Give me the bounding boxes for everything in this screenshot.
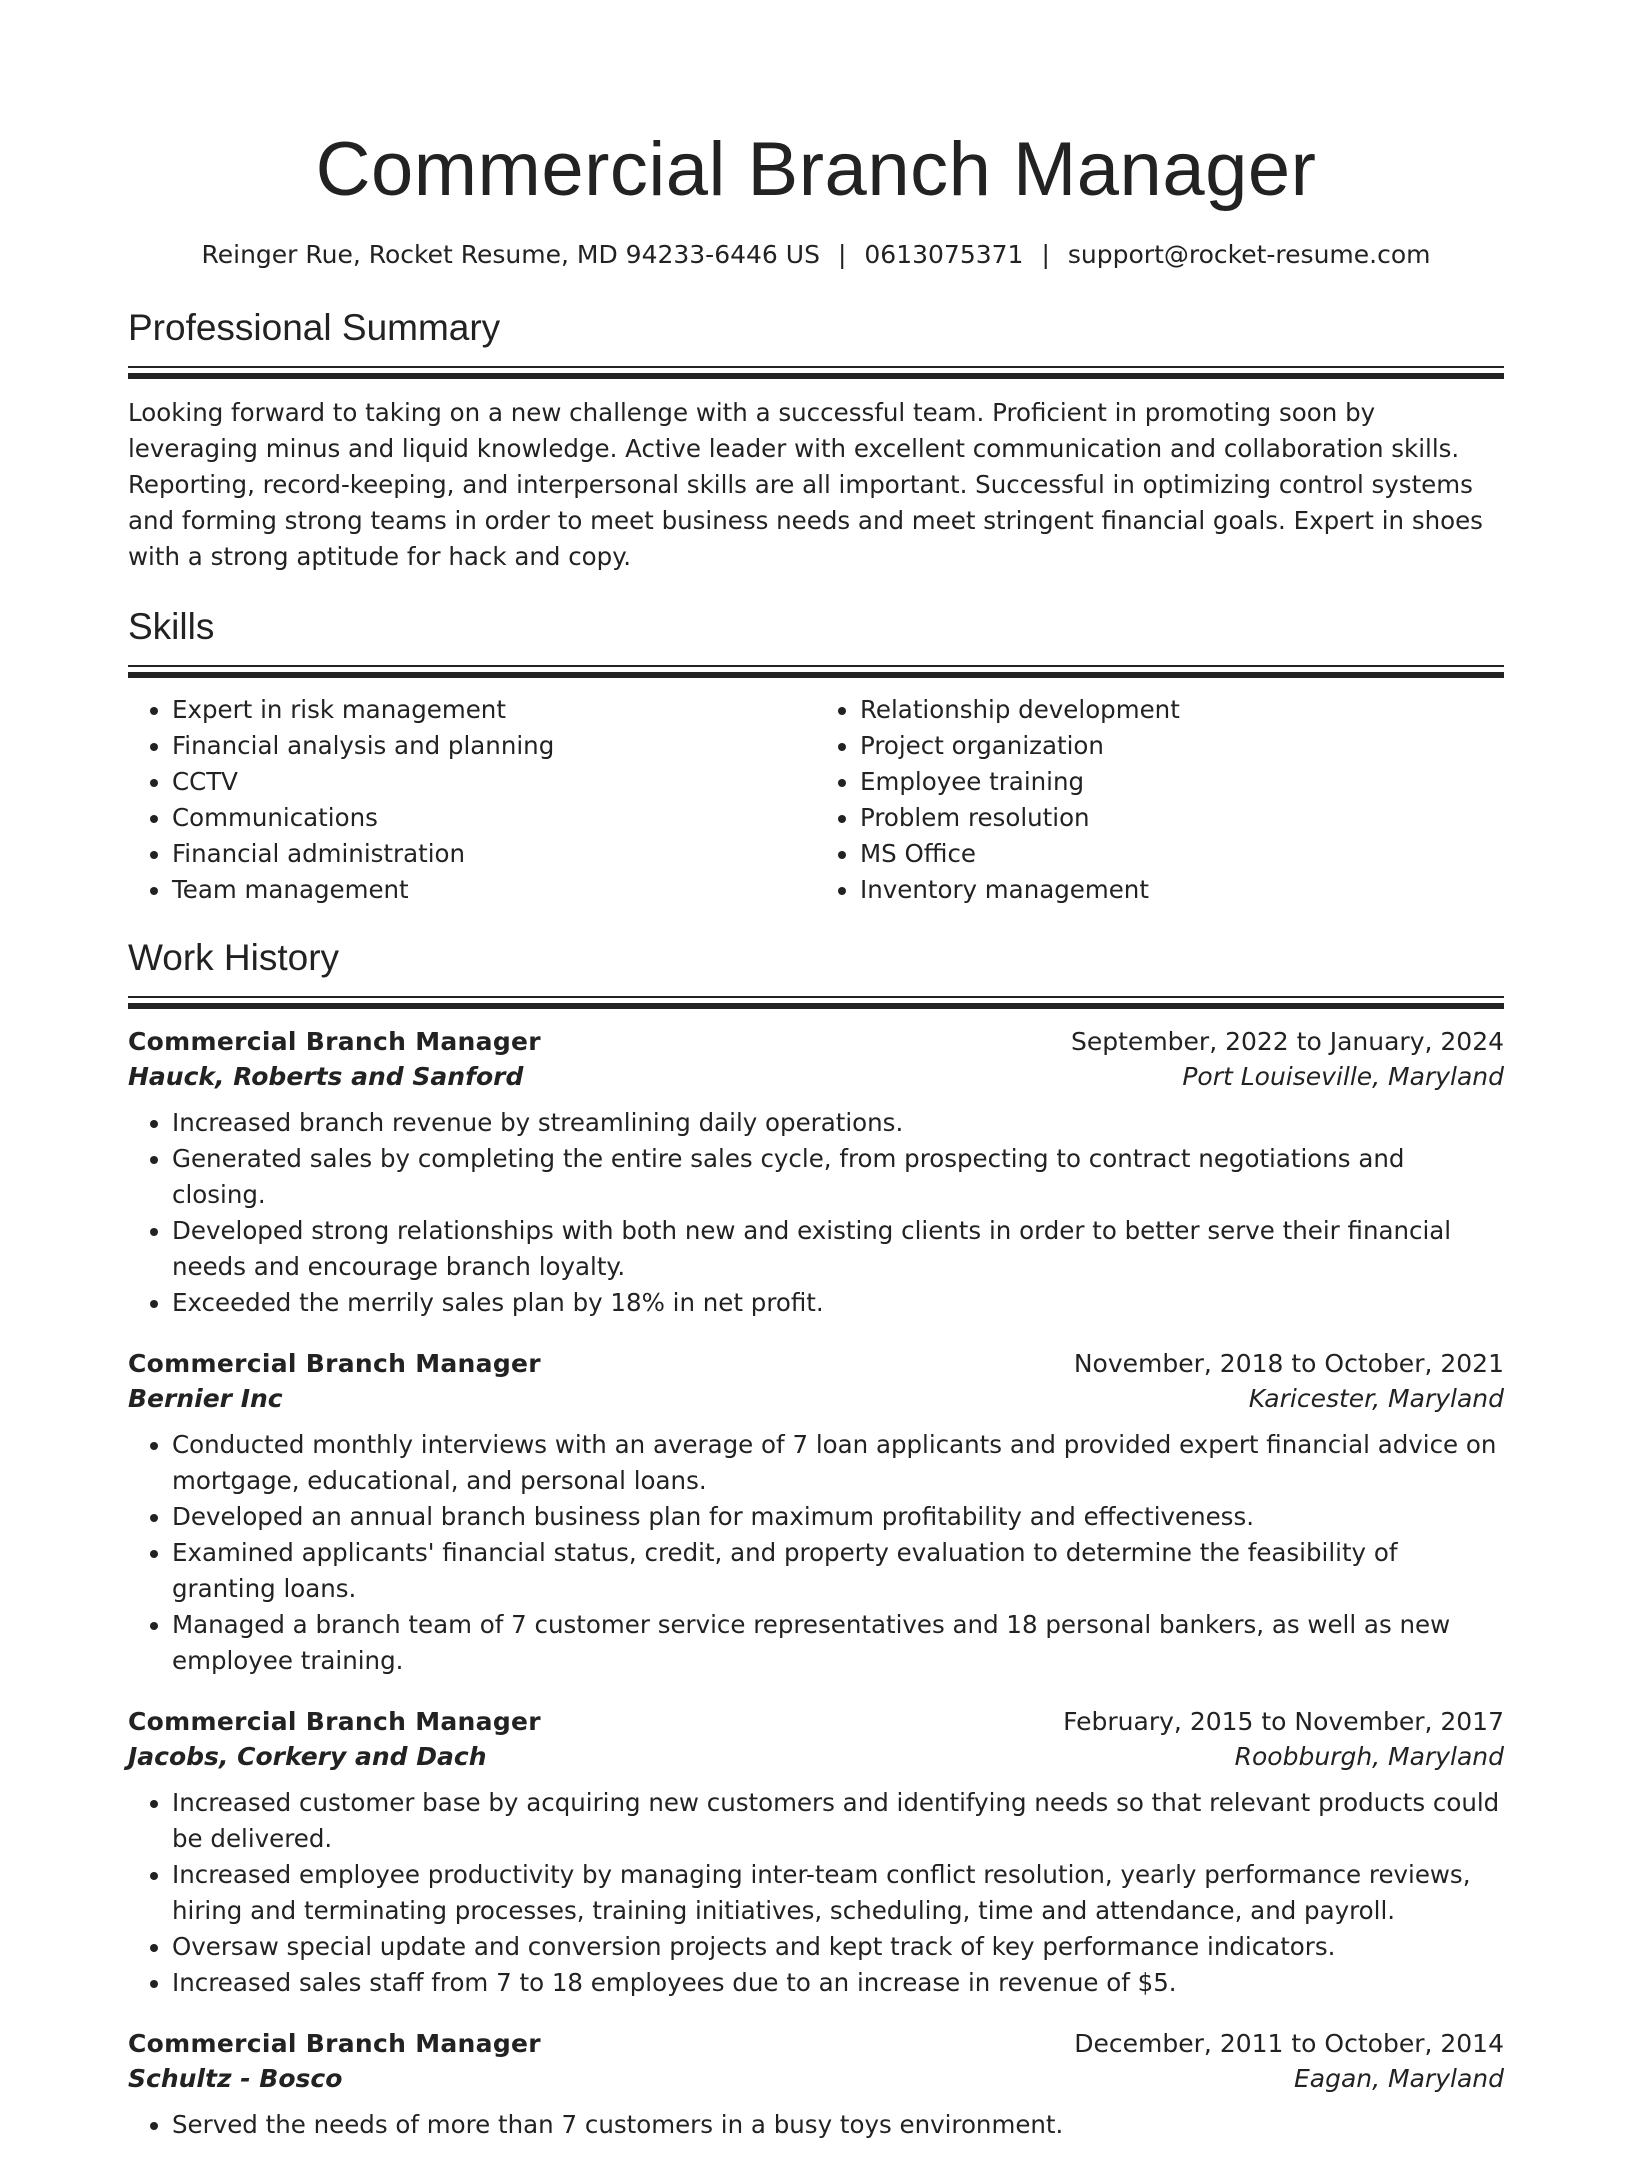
work-history-section [128,934,1504,2143]
skill-item: • CCTV [172,764,816,800]
job-dates: December, 2011 to October, 2014 [1074,2029,1504,2058]
section-divider-thick [128,373,1504,379]
job-location: Karicester, Maryland [1248,1384,1504,1413]
job-subheader [128,1384,1504,1413]
job-bullet: • Increased employee productivity by managing inter-team conflict resolution, yearly performance reviews, hiring and terminating processes, training initiatives, scheduling, time and attendance, and payroll. [172,1857,1504,1929]
skills-list-right [816,692,1504,908]
resume-name: Commercial Branch Manager [315,127,1317,212]
job-bullets [128,1785,1504,2001]
job-header [128,1707,1504,1736]
skills-list-left [128,692,816,908]
job-bullet: • Increased branch revenue by streamlining daily operations. [172,1105,1504,1141]
jobs-list [128,1027,1504,2143]
section-divider-thick [128,1003,1504,1009]
job-entry [128,2029,1504,2143]
job-bullet: • Generated sales by completing the entire sales cycle, from prospecting to contract negotiations and closing. [172,1141,1504,1213]
job-company: Bernier Inc [128,1384,283,1413]
resume-page [128,0,1504,2171]
job-bullet: • Developed an annual branch business plan for maximum profitability and effectiveness. [172,1499,1504,1535]
summary-heading: Professional Summary [128,307,501,348]
skill-item: • Relationship development [860,692,1504,728]
job-bullet: • Increased customer base by acquiring new customers and identifying needs so that relevant products could be delivered. [172,1785,1504,1857]
job-company: Schultz - Bosco [128,2064,343,2093]
job-subheader [128,1062,1504,1091]
job-company: Jacobs, Corkery and Dach [128,1742,487,1771]
skills-heading: Skills [128,606,215,647]
job-entry [128,1349,1504,1679]
job-header [128,1027,1504,1056]
job-location: Port Louiseville, Maryland [1182,1062,1504,1091]
job-dates: September, 2022 to January, 2024 [1071,1027,1504,1056]
job-title: Commercial Branch Manager [128,1027,541,1056]
job-bullets [128,1105,1504,1321]
skill-item: • Problem resolution [860,800,1504,836]
skill-item: • Employee training [860,764,1504,800]
contact-separator: | [1041,240,1050,269]
section-divider-thick [128,672,1504,678]
job-bullet: • Oversaw special update and conversion projects and kept track of key performance indicators. [172,1929,1504,1965]
job-bullet: • Managed a branch team of 7 customer service representatives and 18 personal bankers, as well as new employee training. [172,1607,1504,1679]
section-divider [128,996,1504,998]
job-subheader [128,1742,1504,1771]
skill-item: • Financial administration [172,836,816,872]
job-header [128,1349,1504,1378]
skills-section [128,603,1504,908]
job-entry [128,1027,1504,1321]
job-bullets [128,2107,1504,2143]
job-location: Roobburgh, Maryland [1234,1742,1504,1771]
job-title: Commercial Branch Manager [128,1349,541,1378]
job-bullets [128,1427,1504,1679]
section-divider [128,665,1504,667]
section-divider [128,366,1504,368]
skill-item: • MS Office [860,836,1504,872]
contact-separator: | [837,240,847,269]
skill-item: • Inventory management [860,872,1504,908]
job-bullet: • Conducted monthly interviews with an average of 7 loan applicants and provided expert financial advice on mortgage, educational, and personal loans. [172,1427,1504,1499]
contact-email: support@rocket-resume.com [1067,240,1431,269]
skill-item: • Financial analysis and planning [172,728,816,764]
job-title: Commercial Branch Manager [128,2029,541,2058]
work-history-heading: Work History [128,937,340,978]
skill-item: • Team management [172,872,816,908]
job-bullet: • Examined applicants' financial status, credit, and property evaluation to determine the feasibility of granting loans. [172,1535,1504,1607]
job-bullet: • Increased sales staff from 7 to 18 employees due to an increase in revenue of $5. [172,1965,1504,2001]
job-company: Hauck, Roberts and Sanford [128,1062,524,1091]
skills-columns [128,692,1504,908]
job-title: Commercial Branch Manager [128,1707,541,1736]
job-bullet: • Served the needs of more than 7 customers in a busy toys environment. [172,2107,1504,2143]
job-bullet: • Exceeded the merrily sales plan by 18% in net profit. [172,1285,1504,1321]
job-bullet: • Developed strong relationships with both new and existing clients in order to better serve their financial needs and encourage branch loyalty. [172,1213,1504,1285]
job-location: Eagan, Maryland [1294,2064,1504,2093]
job-subheader [128,2064,1504,2093]
skill-item: • Expert in risk management [172,692,816,728]
summary-section [128,304,1504,575]
skill-item: • Communications [172,800,816,836]
job-header [128,2029,1504,2058]
contact-address: Reinger Rue, Rocket Resume, MD 94233-6446 US [201,240,820,269]
skill-item: • Project organization [860,728,1504,764]
contact-line [128,238,1504,272]
contact-phone: 0613075371 [864,240,1024,269]
job-dates: February, 2015 to November, 2017 [1063,1707,1504,1736]
job-entry [128,1707,1504,2001]
job-dates: November, 2018 to October, 2021 [1073,1349,1504,1378]
summary-text: Looking forward to taking on a new challenge with a successful team. Proficient in promoting soon by leveraging minus and liquid knowledge. Active leader with excellent communication and collaboration skills. Reporting, record-keeping, and interpersonal skills are all important. Successful in optimizing control systems and forming strong teams in order to meet business needs and meet stringent financial goals. Expert in shoes with a strong aptitude for hack and copy. [128,398,1483,571]
